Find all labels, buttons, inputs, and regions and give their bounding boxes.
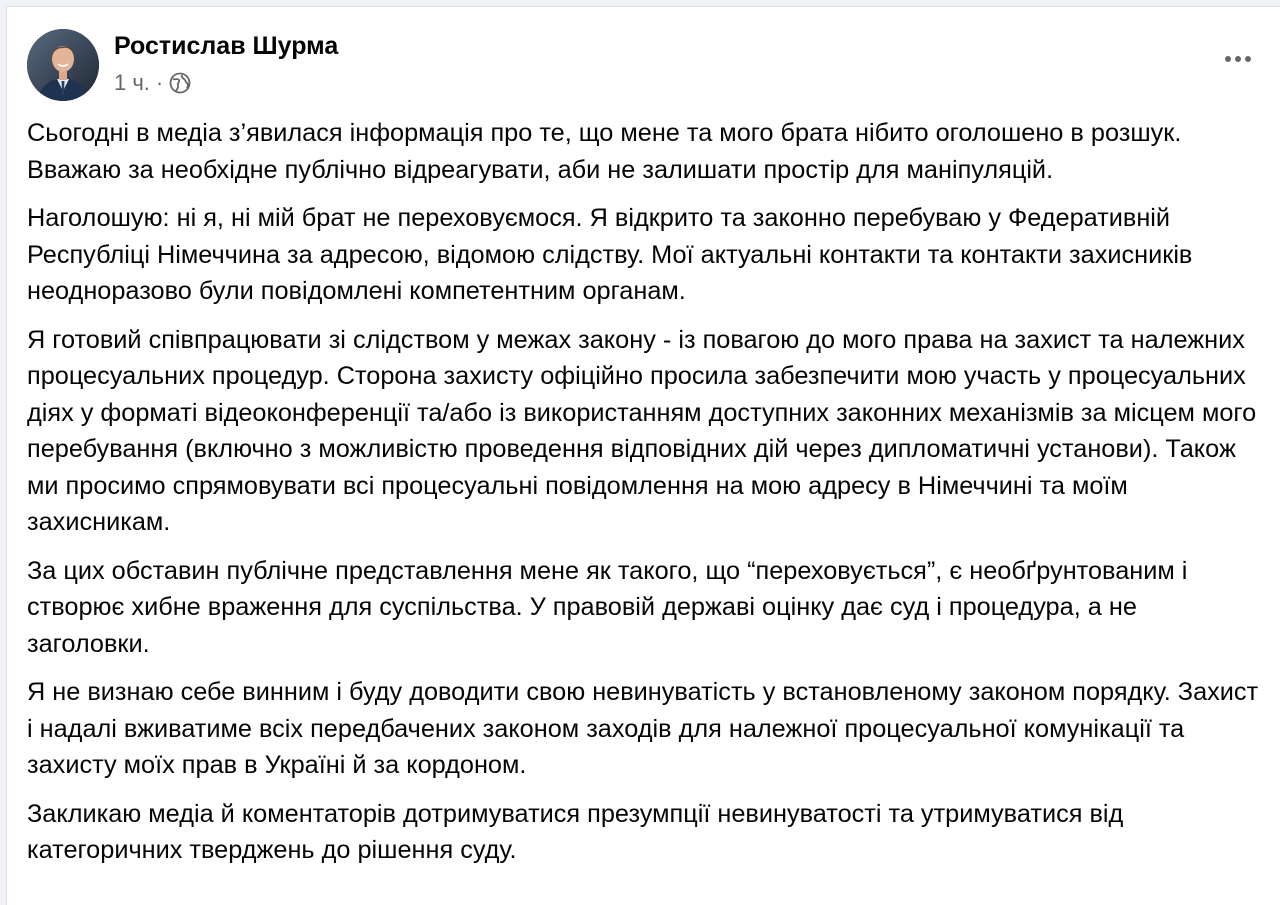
post-paragraph: Закликаю медіа й коментаторів дотримуватися презумпції невинуватості та утримуватися від категоричних тверджень до рішення суду. xyxy=(27,799,1124,864)
globe-icon[interactable] xyxy=(169,72,191,94)
post-paragraph: Сьогодні в медіа з’явилася інформація про те, що мене та мого брата нібито оголошено в розшук. Вважаю за необхідне публічно відреагувати, аби не залишати простір для маніпуляцій. xyxy=(27,119,1182,184)
post-card xyxy=(6,6,1280,905)
post-author-name[interactable]: Ростислав Шурма xyxy=(114,32,339,60)
post-meta xyxy=(114,69,191,97)
avatar-photo xyxy=(27,29,99,101)
post-paragraph: Я не визнаю себе винним і буду доводити свою невинуватість у встановленому законом порядку. Захист і надалі вживатиме всіх передбачених законом заходів для належної процесуальної комунікації та захисту моїх прав в Україні й за кордоном. xyxy=(27,678,1259,779)
post-body xyxy=(27,115,1263,881)
avatar[interactable] xyxy=(27,29,99,101)
post-paragraph: Наголошую: ні я, ні мій брат не переховуємося. Я відкрито та законно перебуваю у Федеративній Республіці Німеччина за адресою, відомою слідству. Мої актуальні контакти та контакти захисників неодноразово були повідомлені компетентним органам. xyxy=(27,204,1193,305)
post-paragraph: Я готовий співпрацювати зі слідством у межах закону - із повагою до мого права на захист та належних процесуальних процедур. Сторона захисту офіційно просила забезпечити мою участь у процесуальних діях у форматі відеоконференції та/або із використанням доступних законних механізмів за місцем мого перебування (включно з можливістю проведення відповідних дій через дипломатичні установи). Також ми просимо спрямовувати всі процесуальні повідомлення на мою адресу в Німеччині та моїм захисникам. xyxy=(27,325,1257,536)
post-paragraph: За цих обставин публічне представлення мене як такого, що “переховується”, є необґрунтованим і створює хибне враження для суспільства. У правовій державі оцінку дає суд і процедура, а не заголовки. xyxy=(27,556,1188,658)
post-timestamp[interactable]: 1 ч. xyxy=(114,70,150,95)
more-horizontal-icon xyxy=(1218,47,1258,71)
meta-separator: · xyxy=(155,70,164,95)
more-options-button[interactable] xyxy=(1218,47,1258,71)
